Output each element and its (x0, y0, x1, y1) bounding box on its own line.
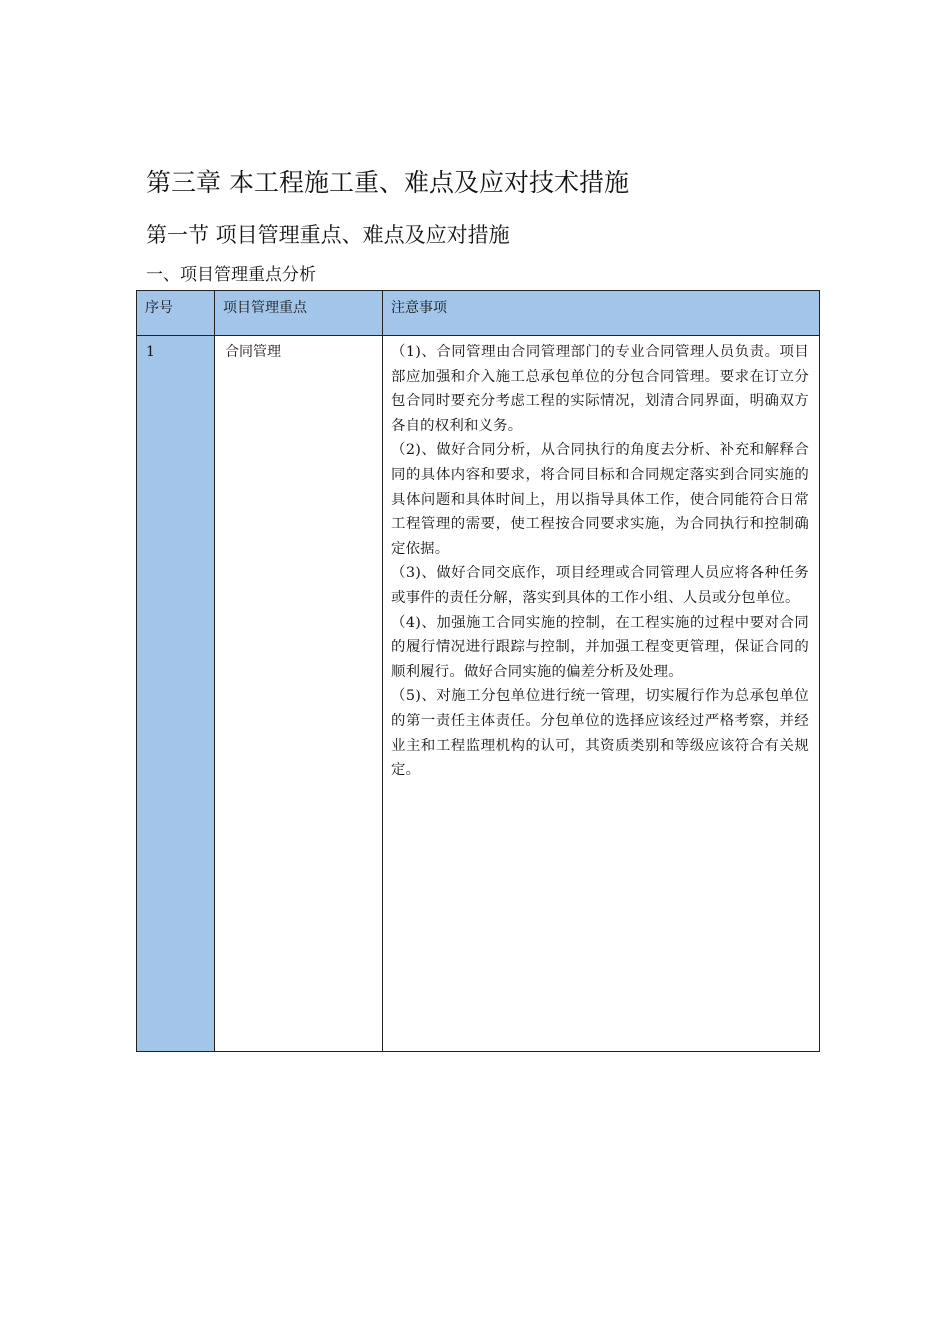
chapter-title: 第三章 本工程施工重、难点及应对技术措施 (146, 168, 629, 197)
notes-list (391, 340, 809, 783)
table-header-row (137, 291, 820, 336)
header-key-point: 项目管理重点 (215, 291, 383, 336)
note-paragraph: （2)、做好合同分析，从合同执行的角度去分析、补充和解释合同的具体内容和要求，将合同目标和合同规定落实到合同实施的具体问题和具体时间上，用以指导具体工作，使合同能符合日常工程管理的需要，使工程按合同要求实施，为合同执行和控制确定依据。 (391, 442, 809, 557)
key-point-cell: 合同管理 (215, 336, 383, 1052)
note-paragraph: （1)、合同管理由合同管理部门的专业合同管理人员负责。项目部应加强和介入施工总承包单位的分包合同管理。要求在订立分包合同时要充分考虑工程的实际情况，划清合同界面，明确双方各自的权利和义务。 (391, 344, 809, 434)
seq-cell: 1 (137, 336, 215, 1052)
note-paragraph: （5)、对施工分包单位进行统一管理，切实履行作为总承包单位的第一责任主体责任。分包单位的选择应该经过严格考察，并经业主和工程监理机构的认可，其资质类别和等级应该符合有关规定。 (391, 688, 809, 779)
note-paragraph: （4)、加强施工合同实施的控制，在工程实施的过程中要对合同的履行情况进行跟踪与控制，并加强工程变更管理，保证合同的顺利履行。做好合同实施的偏差分析及处理。 (391, 614, 809, 680)
section-title: 第一节 项目管理重点、难点及应对措施 (146, 223, 510, 247)
notes-cell (383, 336, 820, 1052)
note-paragraph: （3)、做好合同交底作，项目经理或合同管理人员应将各种任务或事件的责任分解，落实到具体的工作小组、人员或分包单位。 (391, 565, 809, 606)
header-seq: 序号 (137, 291, 215, 336)
header-notes: 注意事项 (383, 291, 820, 336)
management-analysis-table (136, 290, 820, 1052)
table-row (137, 336, 820, 1052)
sub-heading: 一、项目管理重点分析 (146, 265, 316, 285)
